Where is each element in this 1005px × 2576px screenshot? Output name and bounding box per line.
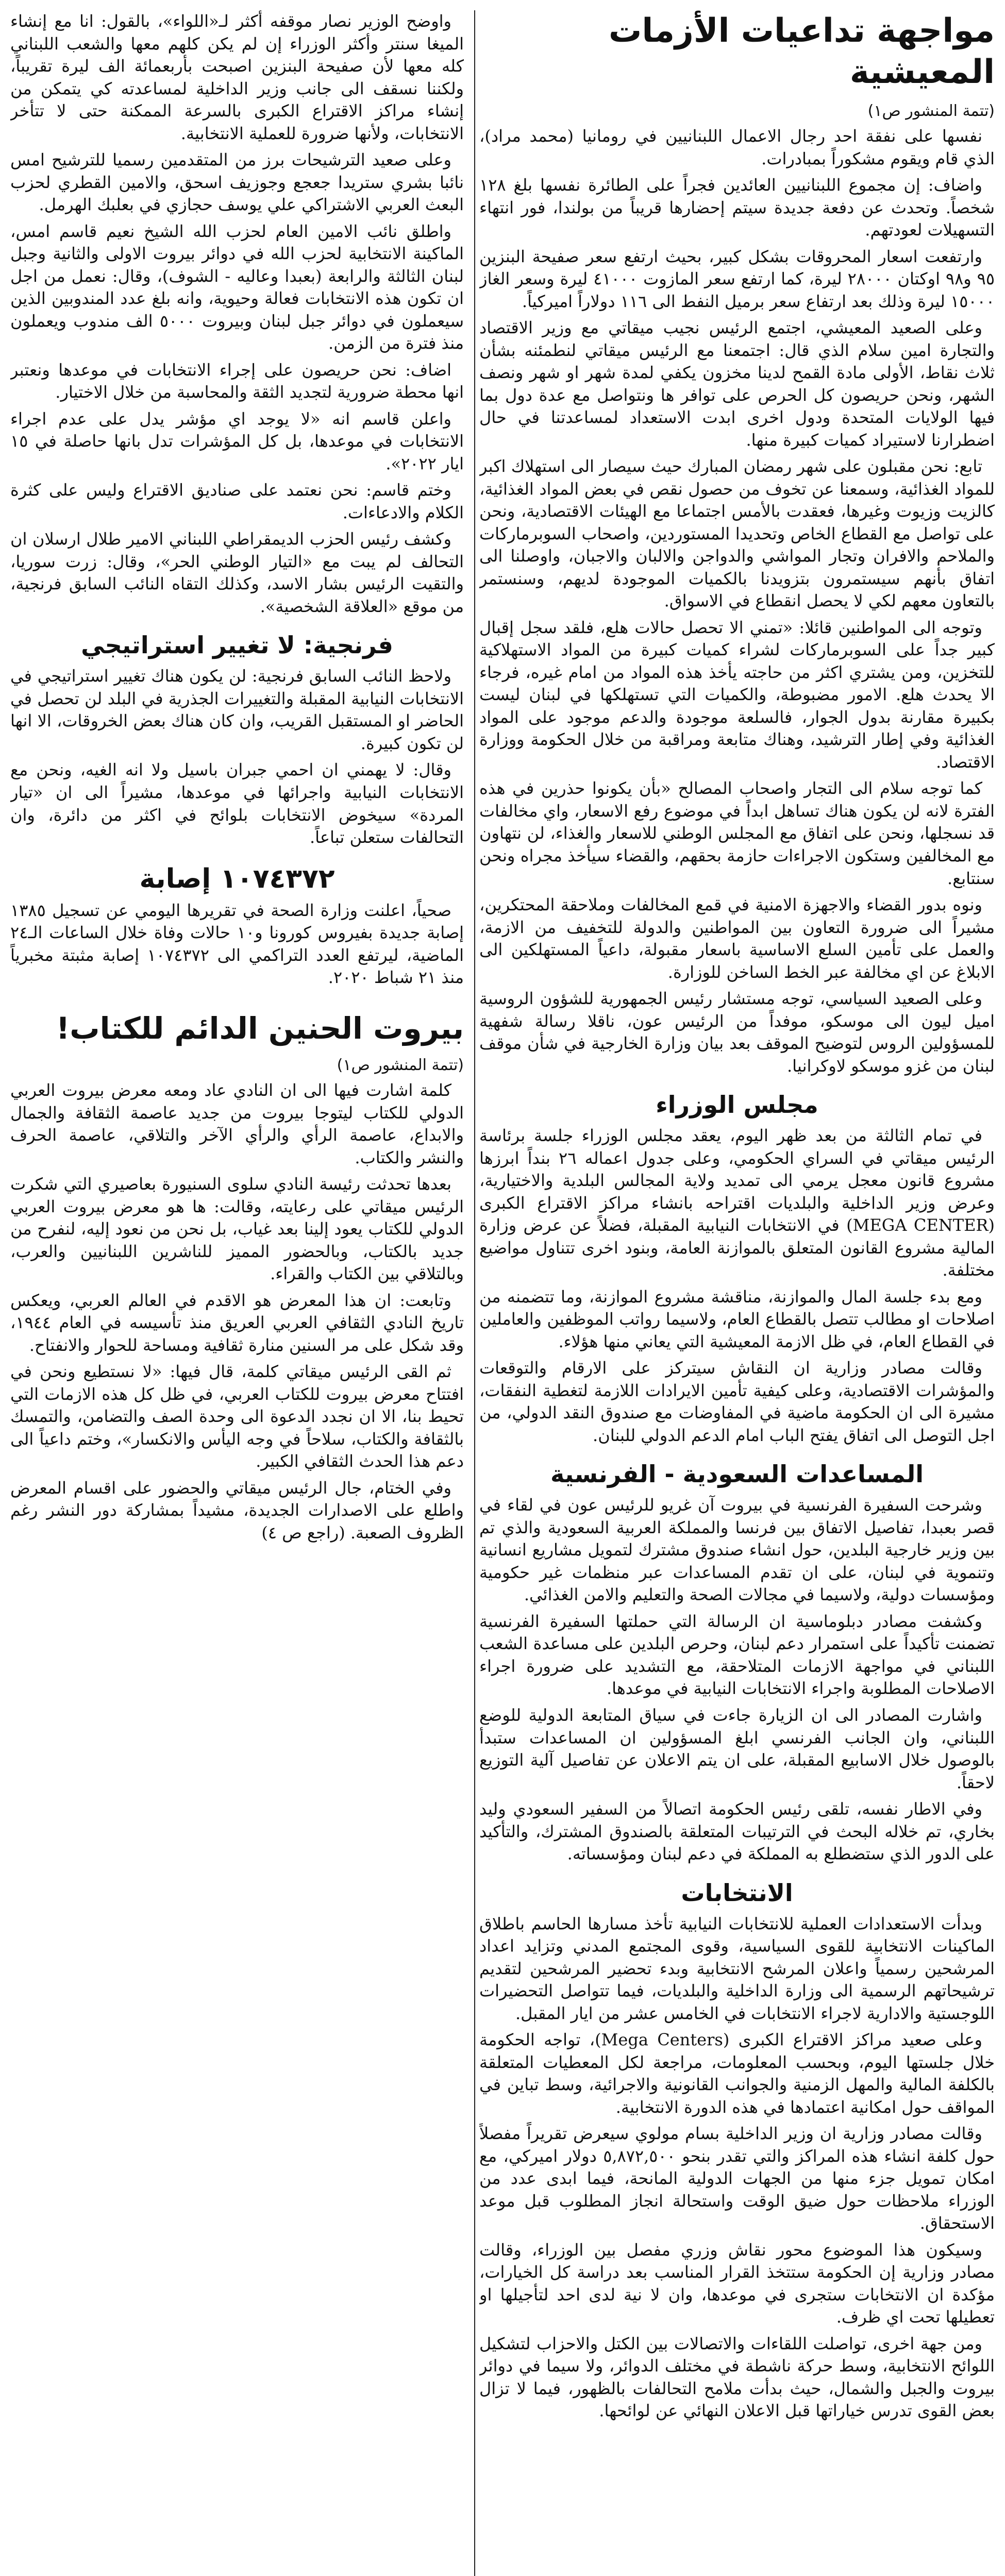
article-left-column — [10, 10, 464, 2576]
frangieh-paragraph: ولاحظ النائب السابق فرنجية: لن يكون هناك تغيير استراتيجي في الانتخابات النيابية المقبلة والتغييرات الجذرية في البلد لن تحصل في الحاضر او المستقبل القريب، وان كان هناك بعض الخروقات، الا انها لن تكون كبيرة. — [10, 666, 464, 753]
continued-paragraph: وختم قاسم: نحن نعتمد على صناديق الاقتراع وليس على كثرة الكلام والادعاءات. — [10, 480, 464, 522]
intro-paragraph: تابع: نحن مقبلون على شهر رمضان المبارك حيث سيصار الى استهلاك اكبر للمواد الغذائية، وسمعنا عن تخوف من حصول نقص في بعض المواد الغذائية، كالزيت وزيوت وغيرها، فعقدت بالأمس اجتماعا مع الهيئات الاقتصادية، ونحن على تواصل مع القطاع الخاص وتحديدا المستوردين، واصحاب السوبرماركات والملاحم والافران وتجار المواشي والدواجن والالبان والاجبان، واوصلنا الى اتفاق بأنهم سيستمرون بتزويدنا بالكميات الموجودة لديهم، وسنستمر بالتعاون معهم لكي لا يحصل انقطاع في الاسواق. — [479, 456, 995, 611]
intro-paragraph: وتوجه الى المواطنين قائلا: «تمني الا تحصل حالات هلع، فلقد سجل إقبال كبير جداً على السوبرماركات لشراء كميات كبيرة من المواد الاستهلاكية للتخزين، ومن يشتري اكثر من حاجته يأخذ هذه المواد من امام غيره، فرجاء الا يحدث هلع. الامور مضبوطة، والكميات التي تستهلكها في لبنان ليست بكبيرة مقارنة بدول الجوار، فالسلعة موجودة والدعم موجود على المواد الغذائية وفي إطار الترشيد، وهناك متابعة ومراقبة من خلال الحكومة ووزارة الاقتصاد. — [479, 617, 995, 772]
elections-paragraph: ومن جهة اخرى، تواصلت اللقاءات والاتصالات بين الكتل والاحزاب لتشكيل اللوائح الانتخابية، وسط حركة ناشطة في مختلف الدوائر، ولا سيما في دوائر بيروت والجبل والشمال، حيث بدأت ملامح التحالفات بالظهور، فيما لا تزال بعض القوى تدرس خياراتها قبل الاعلان النهائي عن لوائحها. — [479, 2333, 995, 2421]
continued-paragraph: واطلق نائب الامين العام لحزب الله الشيخ نعيم قاسم امس، الماكينة الانتخابية لحزب الله في دوائر بيروت الاولى والثانية وجبل لبنان الثالثة والرابعة (بعبدا وعاليه - الشوف)، وقال: نعمل من اجل ان تكون هذه الانتخابات فعالة وحيوية، وانه بلغ عدد المندوبين الذين سيعملون في دوائر جبل لبنان وبيروت ٥٠٠٠ الف مندوب ويعملون منذ فترة من الزمن. — [10, 221, 464, 353]
subheading-elections: الانتخابات — [681, 1878, 793, 1907]
covid-case-count: ١٠٧٤٣٧٢ إصابة — [139, 863, 335, 894]
headline-living-crises: مواجهة تداعيات الأزمات المعيشية — [609, 12, 995, 91]
aid-paragraph: واشارت المصادر الى ان الزيارة جاءت في سياق المتابعة الدولية للوضع اللبناني، وان الجانب الفرنسي ابلغ المسؤولين ان المساعدات ستبدأ بالوصول خلال الاسابيع المقبلة، على ان يتم الاعلان عن تفاصيل آلية التوزيع لاحقاً. — [479, 1705, 995, 1792]
intro-paragraph: وارتفعت اسعار المحروقات بشكل كبير، بحيث ارتفع سعر صفيحة البنزين ٩٥ و٩٨ اوكتان ٢٨٠٠٠ ليرة، كما ارتفع سعر المازوت ٤١٠٠٠ ليرة وسعر الغاز ١٥٠٠٠ ليرة وذلك بعد ارتفاع سعر برميل النفط الى ١١٦ دولاراً اميركياً. — [479, 246, 995, 311]
covid-paragraph: صحياً، اعلنت وزارة الصحة في تقريرها اليومي عن تسجيل ١٣٨٥ إصابة جديدة بفيروس كورونا و١٠ حالات وفاة خلال الساعات الـ٢٤ الماضية، ليرتفع العدد التراكمي الى ١٠٧٤٣٧٢ إصابة مثبتة مخبرياً منذ ٢١ شباط ٢٠٢٠. — [10, 900, 464, 988]
elections-paragraph: وسيكون هذا الموضوع محور نقاش وزري مفصل بين الوزراء، وقالت مصادر وزارية إن الحكومة ستتخذ القرار المناسب بعد دراسة كل الخيارات، مؤكدة ان الانتخابات ستجرى في موعدها، وان لا نية لدى احد لتأجيلها او تعطيلها تحت اي ظرف. — [479, 2240, 995, 2327]
subheading-council-of-ministers: مجلس الوزراء — [656, 1091, 818, 1119]
aid-paragraph: وشرحت السفيرة الفرنسية في بيروت آن غريو للرئيس عون في لقاء في قصر بعبدا، تفاصيل الاتفاق بين فرنسا والمملكة العربية السعودية والذي تم بين وزير خارجية البلدين، حول انشاء صندوق مشترك لتمويل مشاريع انسانية وتنموية في لبنان، على ان تقدم المساعدات عبر منظمات غير حكومية ومؤسسات دولية، ولاسيما في مجالات الصحة والتعليم والامن الغذائي. — [479, 1495, 995, 1605]
intro-paragraph: ونوه بدور القضاء والاجهزة الامنية في قمع المخالفات وملاحقة المحتكرين، مشيراً الى ضرورة التعاون بين المواطنين والدولة للتخفيف من الازمة، والعمل على تأمين السلع الاساسية باسعار مقبولة، داعياً المستهلكين الى الابلاغ عن اي مخالفة عبر الخط الساخن للوزارة. — [479, 895, 995, 982]
book-fair-paragraph: كلمة اشارت فيها الى ان النادي عاد ومعه معرض بيروت العربي الدولي للكتاب ليتوجا بيروت من جديد عاصمة الثقافة والجمال والابداع، عاصمة الرأي والرأي الآخر والتلاقي، عاصمة الحرف والنشر والكتاب. — [10, 1080, 464, 1167]
intro-paragraph: كما توجه سلام الى التجار واصحاب المصالح «بأن يكونوا حذرين في هذه الفترة لانه لن يكون هناك تساهل ابداً في موضوع رفع الاسعار، واي مخالفات قد نسجلها، ونحن على اتفاق مع المجلس الوطني للاسعار والغذاء، لن نتهاون مع المخالفين وستكون الاجراءات حازمة بحقهم، والقضاء سيأخذ مجراه ونحن سنتابع. — [479, 778, 995, 888]
elections-paragraph: وعلى صعيد مراكز الاقتراع الكبرى (Mega Centers)، تواجه الحكومة خلال جلستها اليوم، وبحسب المعلومات، مراجعة لكل المعطيات المتعلقة بالكلفة المالية والمهل الزمنية والجوانب القانونية والاجرائية، وسط تباين في المواقف حول امكانية اعتمادها في هذه الدورة الانتخابية. — [479, 2030, 995, 2117]
frangieh-paragraph: وقال: لا يهمني ان احمي جبران باسيل ولا انه الغيه، ونحن مع الانتخابات النيابية واجرائها في موعدها، مشيراً الى ان «تيار المردة» سيخوض الانتخابات بلوائح في اكثر من دائرة، وان التحالفات ستعلن تباعاً. — [10, 760, 464, 848]
intro-paragraph: نفسها على نفقة احد رجال الاعمال اللبنانيين في رومانيا (محمد مراد)، الذي قام ويقوم مشكوراً بمبادرات. — [479, 126, 995, 168]
book-fair-paragraph: ثم القى الرئيس ميقاتي كلمة، قال فيها: «لا نستطيع ونحن في افتتاح معرض بيروت للكتاب العربي، في ظل كل هذه الازمات التي تحيط بنا، الا ان نجدد الدعوة الى وحدة الصف والتضامن، والتمسك بالثقافة والكتاب، سلاحاً في وجه اليأس والانكسار»، وختم داعياً الى دعم هذا الحدث الثقافي الكبير. — [10, 1362, 464, 1471]
ministers-paragraph: وقالت مصادر وزارية ان النقاش سيتركز على الارقام والتوقعات والمؤشرات الاقتصادية، وعلى كيفية تأمين الايرادات اللازمة لتغطية النفقات، مشيرة الى ان الحكومة ماضية في المفاوضات مع صندوق النقد الدولي، من اجل التوصل الى اتفاق يفتح الباب امام الدعم الدولي للبنان. — [479, 1358, 995, 1445]
intro-paragraph: واضاف: إن مجموع اللبنانيين العائدين فجراً على الطائرة نفسها بلغ ١٢٨ شخصاً. وتحدث عن دفعة جديدة سيتم إحضارها قريباً من بولندا، فور انتهاء التسهيلات لعودتهم. — [479, 175, 995, 240]
aid-paragraph: وفي الاطار نفسه، تلقى رئيس الحكومة اتصالاً من السفير السعودي وليد بخاري، تم خلاله البحث في الترتيبات المتعلقة بالصندوق المشترك، والتأكيد على الدور الذي ستضطلع به المملكة في دعم لبنان ومؤسساته. — [479, 1799, 995, 1864]
continued-paragraph: وكشف رئيس الحزب الديمقراطي اللبناني الامير طلال ارسلان ان التحالف لم يبت مع «التيار الوطني الحر»، وقال: زرت سوريا، والتقيت الرئيس بشار الاسد، وكذلك التقاه النائب السابق فرنجية، من موقع «العلاقة الشخصية». — [10, 529, 464, 616]
book-fair-paragraph: وتابعت: ان هذا المعرض هو الاقدم في العالم العربي، ويعكس تاريخ النادي الثقافي العربي العريق منذ تأسيسه في العام ١٩٤٤، وقد شكل على مر السنين منارة ثقافية ومساحة للحوار والانفتاح. — [10, 1290, 464, 1355]
subheading-saudi-french-aid: المساعدات السعودية - الفرنسية — [550, 1460, 924, 1488]
continued-paragraph: اضاف: نحن حريصون على إجراء الانتخابات في موعدها ونعتبر انها محطة ضرورية لتجديد الثقة والمحاسبة من خلال الاختيار. — [10, 360, 464, 402]
ministers-paragraph: ومع بدء جلسة المال والموازنة، مناقشة مشروع الموازنة، وما تتضمنه من اصلاحات او مطالب تتصل بالقطاع العام، ولاسيما رواتب الموظفين والعاملين في القطاع العام، في ظل الازمة المعيشية التي يعاني منها هؤلاء. — [479, 1286, 995, 1351]
continued-paragraph: واوضح الوزير نصار موقفه أكثر لـ«اللواء»، بالقول: انا مع إنشاء الميغا سنتر وأكثر الوزراء إن لم يكن كلهم معها والشعب اللبناني كله معها لأن صفيحة البنزين اصبحت بأربعمائة الف ليرة تقريباً، ولكننا نسقف الى جانب وزير الداخلية لمساعدته كي يتمكن من إنشاء مراكز الاقتراع الكبرى بالسرعة الممكنة حتى لا تتأخر الانتخابات، ولأنها ضرورة للعملية الانتخابية. — [10, 11, 464, 143]
column-divider — [474, 10, 475, 2576]
elections-paragraph: وبدأت الاستعدادات العملية للانتخابات النيابية تأخذ مسارها الحاسم باطلاق الماكينات الانتخابية للقوى السياسية، وقوى المجتمع المدني وتزايد اعداد المرشحين رسمياً واعلان المرشح الانتخابية وبدء تحضير المرشحين لتقديم ترشيحاتهم الرسمية الى وزارة الداخلية والبلديات، فيما تتواصل التحضيرات اللوجستية والادارية لاجراء الانتخابات في الخامس عشر من ايار المقبل. — [479, 1913, 995, 2023]
article-right-column — [479, 10, 995, 2576]
intro-paragraph: وعلى الصعيد المعيشي، اجتمع الرئيس نجيب ميقاتي مع وزير الاقتصاد والتجارة امين سلام الذي قال: اجتمعنا مع الرئيس ميقاتي لنطمئنه بشأن ثلاث نقاط، الأولى مادة القمح لدينا مخزون يكفي لمدة شهر او شهر ونصف الشهر، ونحن حريصون كل الحرص على توافر ها ونتواصل مع عدة دول بما فيها الولايات المتحدة ودول اخرى ابدت الاستعداد لمساعدتنا في حال اضطرارنا لاستيراد كميات كبيرة منها. — [479, 318, 995, 450]
continued-paragraph: واعلن قاسم انه «لا يوجد اي مؤشر يدل على عدم اجراء الانتخابات في موعدها، بل كل المؤشرات تدل بانها حاصلة في ١٥ ايار ٢٠٢٢». — [10, 409, 464, 473]
continuation-credit: (تتمة المنشور ص١) — [867, 102, 995, 120]
intro-paragraph: وعلى الصعيد السياسي، توجه مستشار رئيس الجمهورية للشؤون الروسية اميل ليون الى موسكو، موفداً من الرئيس عون، ناقلا رسالة شفهية للمسؤولين الروس لتوضيح الموقف بعد بيان وزارة الخارجية في شأن موقف لبنان من غزو موسكو لاوكرانيا. — [479, 989, 995, 1076]
subheading-frangieh: فرنجية: لا تغيير استراتيجي — [81, 631, 393, 659]
continuation-credit: (تتمة المنشور ص١) — [337, 1056, 464, 1075]
book-fair-paragraph: بعدها تحدثت رئيسة النادي سلوى السنيورة بعاصيري التي شكرت الرئيس ميقاتي على رعايته، وقالت: ها هو معرض بيروت العربي الدولي للكتاب يعود إلينا بعد غياب، بل نحن من نعود إليه، لنفرح من جديد بالكتاب، وبالحضور المميز للناشرين اللبنانيين والعرب، وبالتلاقي بين الكتاب والقراء. — [10, 1174, 464, 1284]
continued-paragraph: وعلى صعيد الترشيحات برز من المتقدمين رسميا للترشيح امس نائبا بشري ستريدا جعجع وجوزيف اسحق، والامين القطري لحزب البعث العربي الاشتراكي علي يوسف حجازي في بعلبك الهرمل. — [10, 150, 464, 215]
elections-paragraph: وقالت مصادر وزارية ان وزير الداخلية بسام مولوي سيعرض تقريراً مفصلاً حول كلفة انشاء هذه المراكز والتي تقدر بنحو ٥,٨٧٢,٥٠٠ دولار اميركي، مع امكان تمويل جزء منها من الجهات الدولية المانحة، فيما ابدى عدد من الوزراء ملاحظات حول ضيق الوقت واستحالة انجاز المطلوب قبل موعد الاستحقاق. — [479, 2124, 995, 2233]
headline-beirut-book: بيروت الحنين الدائم للكتاب! — [56, 1010, 464, 1046]
book-fair-paragraph: وفي الختام، جال الرئيس ميقاتي والحضور على اقسام المعرض واطلع على الاصدارات الجديدة، مشيداً بمشاركة دور النشر رغم الظروف الصعبة. (راجع ص ٤) — [10, 1478, 464, 1543]
ministers-paragraph: في تمام الثالثة من بعد ظهر اليوم، يعقد مجلس الوزراء جلسة برئاسة الرئيس ميقاتي في السراي الحكومي، وعلى جدول اعماله ٢٦ بنداً ابرزها مشروع قانون معجل يرمي الى تمديد ولاية المجالس البلدية والاختيارية، وعرض وزير الداخلية والبلديات اقتراحه بانشاء مراكز الاقتراع الكبرى (MEGA CENTER) في الانتخابات النيابية المقبلة، فضلاً عن عرض وزارة المالية مشروع القانون المتعلق بالموازنة العامة، وبنود اخرى تتناول مواضيع مختلفة. — [479, 1126, 995, 1280]
aid-paragraph: وكشفت مصادر دبلوماسية ان الرسالة التي حملتها السفيرة الفرنسية تضمنت تأكيداً على استمرار دعم لبنان، وحرص البلدين على مساعدة الشعب اللبناني في مواجهة الازمات المتلاحقة، مع التشديد على ضرورة اجراء الاصلاحات المطلوبة واجراء الانتخابات النيابية في موعدها. — [479, 1611, 995, 1699]
